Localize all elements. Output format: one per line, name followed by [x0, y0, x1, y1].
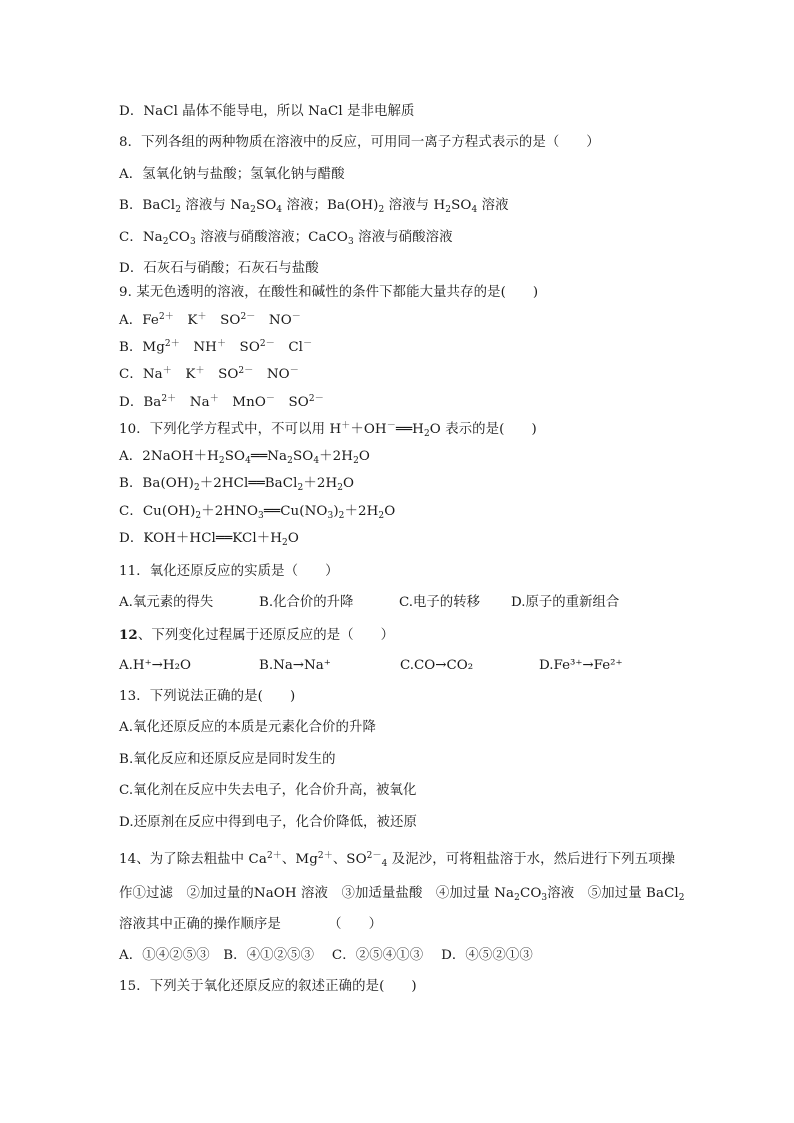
text-segment: O — [358, 449, 370, 464]
subscript: 2 — [338, 511, 345, 521]
superscript: － — [265, 394, 276, 404]
text-segment: K — [171, 367, 196, 382]
text-segment: CO — [168, 230, 191, 245]
subscript: 2 — [250, 205, 256, 215]
text-segment: 作①过滤 ②加过量的NaOH 溶液 ③加适量盐酸 ④加过量 Na — [119, 886, 515, 901]
superscript: ＋ — [195, 366, 205, 376]
text-segment: D.还原剂在反应中得到电子，化合价降低，被还原 — [119, 815, 418, 830]
superscript: 2＋ — [164, 339, 180, 349]
answer-option: A.H⁺→H₂O — [119, 658, 191, 673]
subscript: 2 — [195, 511, 202, 521]
text-segment: ＋2H — [319, 449, 354, 464]
text-line-q9b — [119, 339, 312, 357]
text-line-q14 — [119, 851, 675, 869]
text-segment: K — [173, 313, 198, 328]
text-segment: A．氢氧化钠与盐酸；氢氧化钠与醋酸 — [119, 167, 345, 182]
text-segment: D．NaCl 晶体不能导电，所以 NaCl 是非电解质 — [119, 104, 415, 119]
text-segment: SO — [204, 367, 239, 382]
superscript: ＋ — [341, 421, 351, 431]
subscript: 2 — [423, 429, 430, 439]
superscript: － — [291, 312, 301, 322]
text-segment: A．①④②⑤③ B．④①②⑤③ C．②⑤④①③ D．④⑤②①③ — [119, 948, 533, 963]
superscript: 2－ — [366, 851, 382, 861]
superscript: 2＋ — [317, 851, 333, 861]
superscript: 2＋ — [158, 312, 174, 322]
text-line-q13c — [119, 782, 417, 800]
text-segment: NO — [255, 313, 292, 328]
text-segment: Cl — [274, 340, 304, 355]
subscript: 4 — [313, 456, 320, 466]
text-segment: 溶液；Ba(OH) — [282, 198, 379, 213]
answer-option: C.CO→CO₂ — [400, 658, 474, 673]
subscript: 2 — [282, 538, 288, 548]
text-segment: O — [384, 504, 396, 519]
subscript: 4 — [276, 205, 283, 215]
superscript: 2－ — [238, 366, 254, 376]
text-segment: O 表示的是( ) — [429, 422, 537, 437]
answer-option: D.Fe³⁺→Fe²⁺ — [539, 658, 623, 673]
text-segment: SO — [226, 340, 260, 355]
text-segment: D．石灰石与硝酸；石灰石与盐酸 — [119, 261, 319, 276]
subscript: 2 — [514, 893, 520, 903]
text-segment: 及泥沙，可将粗盐溶于水，然后进行下列五项操 — [387, 852, 676, 867]
superscript: ＋ — [162, 366, 172, 376]
text-segment: 溶液与硝酸溶液；CaCO — [195, 230, 348, 245]
text-segment: 13．下列说法正确的是( ) — [119, 689, 296, 704]
superscript: ＋ — [209, 394, 219, 404]
text-segment: ══H — [395, 422, 424, 437]
text-line-q10 — [119, 421, 537, 439]
text-line-q10a — [119, 448, 370, 466]
text-line-q13d — [119, 814, 417, 832]
text-line-q11 — [119, 563, 339, 581]
text-segment: 溶液 ⑤加过量 BaCl — [547, 886, 679, 901]
text-line-q10c — [119, 503, 395, 521]
text-segment: 溶液 — [477, 198, 509, 213]
subscript: 4 — [381, 859, 388, 869]
subscript: 3 — [347, 237, 354, 247]
superscript: 2＋ — [266, 851, 282, 861]
text-line-q9c — [119, 366, 299, 384]
text-segment: D．Ba — [119, 395, 162, 410]
answer-option: B.化合价的升降 — [259, 595, 354, 610]
question-number: 12 — [119, 627, 138, 643]
superscript: 2＋ — [161, 394, 177, 404]
text-segment: C．Cu(OH) — [119, 504, 196, 519]
subscript: 2 — [337, 483, 344, 493]
text-segment: SO — [451, 198, 472, 213]
subscript: 2 — [378, 205, 385, 215]
text-line-q8d — [119, 260, 319, 278]
subscript: 4 — [471, 205, 478, 215]
text-segment: 溶液与硝酸溶液 — [353, 230, 453, 245]
text-segment: 、Mg — [281, 852, 318, 867]
superscript: － — [289, 366, 299, 376]
text-segment: ＋2H — [344, 504, 379, 519]
subscript: 3 — [258, 511, 264, 521]
superscript: 2－ — [240, 312, 256, 322]
text-segment: B．Mg — [119, 340, 165, 355]
text-segment: 15．下列关于氧化还原反应的叙述正确的是( ) — [119, 979, 417, 994]
text-line-q10b — [119, 475, 354, 493]
subscript: 3 — [327, 511, 334, 521]
text-segment: 溶液与 H — [384, 198, 446, 213]
text-segment: C．Na — [119, 367, 163, 382]
text-segment: ＋OH — [350, 422, 387, 437]
text-segment: D．KOH＋HCl══KCl＋H — [119, 531, 282, 546]
text-segment: ══Na — [250, 449, 288, 464]
text-line-q8b — [119, 197, 509, 215]
text-segment: B．Ba(OH) — [119, 476, 194, 491]
text-line-q10d — [119, 530, 299, 548]
text-segment: 11．氧化还原反应的实质是（ ） — [119, 564, 339, 579]
text-segment: A．2NaOH＋H — [119, 449, 219, 464]
subscript: 2 — [297, 483, 304, 493]
text-segment: 、下列变化过程属于还原反应的是（ ） — [137, 628, 395, 643]
text-line-q8 — [119, 134, 600, 152]
text-line-q9 — [119, 284, 538, 302]
subscript: 2 — [678, 893, 685, 903]
text-segment: C．Na — [119, 230, 163, 245]
answer-option: B.Na→Na⁺ — [259, 658, 331, 673]
text-line-q13a — [119, 719, 376, 737]
text-segment: ＋2HNO — [201, 504, 259, 519]
text-line-d7 — [119, 103, 415, 121]
text-segment: 溶液其中正确的操作顺序是 （ ） — [119, 917, 383, 932]
text-segment: NH — [179, 340, 217, 355]
subscript: 2 — [445, 205, 452, 215]
text-segment: 溶液与 Na — [181, 198, 251, 213]
subscript: 2 — [218, 456, 225, 466]
text-segment: A.氧化还原反应的本质是元素化合价的升降 — [119, 720, 376, 735]
subscript: 2 — [193, 483, 200, 493]
text-segment: NO — [253, 367, 290, 382]
text-segment: C.氧化剂在反应中失去电子，化合价升高，被氧化 — [119, 783, 417, 798]
text-segment: CO — [519, 886, 542, 901]
text-segment: 9. 某无色透明的溶液，在酸性和碱性的条件下都能大量共存的是( ) — [119, 285, 539, 300]
text-segment: B．BaCl — [119, 198, 176, 213]
superscript: － — [386, 421, 396, 431]
text-segment: SO — [292, 449, 314, 464]
subscript: 2 — [175, 205, 182, 215]
text-line-q8a — [119, 166, 345, 184]
text-segment: Na — [176, 395, 210, 410]
text-segment: 10．下列化学方程式中，不可以用 H — [119, 422, 342, 437]
text-line-q9d — [119, 394, 324, 412]
text-segment: O — [287, 531, 299, 546]
text-line-q14d — [119, 947, 533, 965]
answer-option: C.电子的转移 — [399, 595, 480, 610]
text-segment: 8．下列各组的两种物质在溶液中的反应，可用同一离子方程式表示的是（ ） — [119, 135, 600, 150]
superscript: － — [303, 339, 313, 349]
subscript: 2 — [353, 456, 359, 466]
subscript: 4 — [245, 456, 251, 466]
answer-option: D.原子的重新组合 — [511, 595, 620, 610]
subscript: 2 — [378, 511, 385, 521]
text-line-q13b — [119, 751, 336, 769]
text-segment: SO — [275, 395, 309, 410]
text-line-q15 — [119, 978, 417, 996]
text-line-q8c — [119, 229, 453, 247]
text-line-q13 — [119, 688, 295, 706]
text-line-q12 — [119, 626, 394, 645]
text-segment: ＋2H — [303, 476, 338, 491]
text-segment: SO — [224, 449, 246, 464]
text-segment: 、SO — [332, 852, 367, 867]
superscript: ＋ — [216, 339, 227, 349]
text-line-q14b — [119, 885, 685, 903]
text-segment: A．Fe — [119, 313, 159, 328]
text-segment: B.氧化反应和还原反应是同时发生的 — [119, 752, 336, 767]
subscript: 2 — [162, 237, 169, 247]
answer-option: A.氧元素的得失 — [119, 595, 214, 610]
text-segment: ══Cu(NO — [263, 504, 328, 519]
superscript: 2－ — [308, 394, 324, 404]
text-segment: 14、为了除去粗盐中 Ca — [119, 852, 267, 867]
text-segment: ) — [333, 504, 339, 519]
text-segment: O — [343, 476, 355, 491]
text-segment: ＋2HCl══BaCl — [199, 476, 298, 491]
superscript: 2－ — [259, 339, 275, 349]
text-segment: SO — [255, 198, 277, 213]
text-segment: SO — [206, 313, 241, 328]
subscript: 3 — [541, 893, 548, 903]
text-line-q9a — [119, 312, 301, 330]
superscript: ＋ — [197, 312, 207, 322]
text-segment: MnO — [218, 395, 266, 410]
subscript: 3 — [190, 237, 196, 247]
text-line-q14c — [119, 916, 382, 934]
subscript: 2 — [287, 456, 293, 466]
